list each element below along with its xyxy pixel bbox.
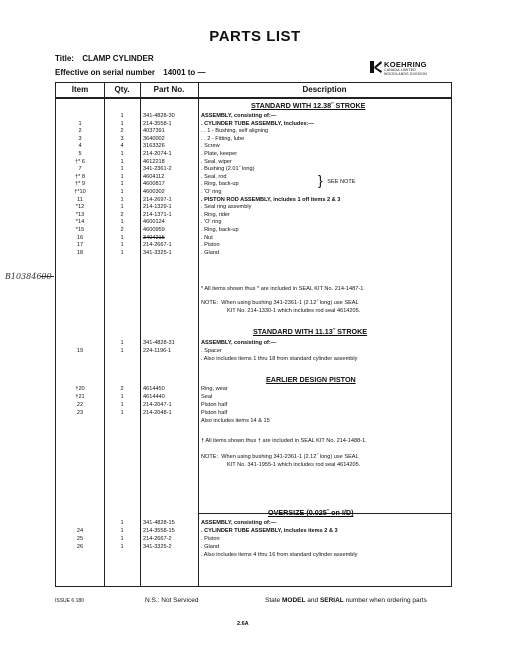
item-number: †* 9 [75, 181, 85, 188]
bushing-note-line2: KIT No. 214-1330-1 which includes rod seal 4614205. [227, 308, 361, 314]
table-row [56, 519, 451, 527]
item-number: †* 8 [75, 173, 85, 180]
description: . Piston [201, 536, 220, 542]
quantity: 1 [120, 234, 124, 241]
description: . 'O' ring [201, 189, 222, 195]
item-number: 22 [76, 402, 84, 408]
order-text-2: and [305, 597, 320, 604]
quantity: 1 [120, 340, 124, 346]
logo-sub2: WOODLANDS DIVISION [384, 72, 427, 76]
quantity: 1 [120, 120, 124, 127]
item-number: *13 [75, 211, 85, 218]
effective-value: 14001 to — [163, 68, 206, 77]
item-number: †* 6 [75, 158, 85, 165]
quantity: 1 [120, 394, 124, 400]
quantity: 2 [120, 128, 124, 135]
quantity: 1 [120, 173, 124, 180]
quantity: 1 [120, 189, 124, 195]
description: . Seal, rod [201, 173, 227, 180]
part-number: 214-2697-1 [143, 196, 172, 203]
part-number: 4600302 [143, 189, 165, 195]
description: . Ring, back-up [201, 227, 239, 233]
order-text-1: State [265, 597, 282, 604]
table-row [56, 393, 451, 401]
description: . Seal ring assembly [201, 204, 252, 211]
part-number: 4600959 [143, 227, 165, 233]
quantity: 1 [120, 166, 124, 173]
handwritten-annotation: B10384600 [5, 272, 52, 281]
item-number: 24 [76, 528, 84, 534]
description: . . 1 - Bushing, self aligning [201, 128, 269, 135]
description: . PISTON ROD ASSEMBLY, includes 1 off items 2 & 3 [201, 196, 341, 203]
page-number: 2.6A [237, 621, 249, 627]
quantity: 1 [120, 151, 124, 157]
quantity: 1 [120, 181, 124, 188]
ordering-instructions [265, 597, 427, 604]
part-number: 341-2361-2 [143, 166, 172, 173]
handwritten-arrow [40, 276, 54, 277]
table-row [56, 409, 451, 417]
parts-table [55, 82, 452, 587]
effective-label: Effective on serial number [55, 68, 156, 77]
part-number: 214-2667-2 [143, 536, 172, 542]
col-header-part: Part No. [153, 85, 185, 94]
description: . Plate, keeper [201, 151, 238, 157]
logo-sub1: CANADA LIMITED [384, 68, 416, 72]
part-number: 214-2047-1 [143, 402, 172, 408]
table-row [56, 347, 451, 355]
col-header-qty: Qty. [114, 85, 130, 94]
item-number: 23 [76, 410, 84, 416]
quantity: 1 [120, 544, 124, 550]
item-number: †20 [75, 386, 85, 392]
description: . Seal, wiper [201, 158, 232, 165]
part-number: 214-2048-1 [143, 410, 172, 416]
item-number: 18 [76, 249, 84, 256]
quantity: 1 [120, 242, 124, 249]
description: . Ring, back-up [201, 181, 239, 188]
part-number: 224-1196-1 [143, 348, 172, 354]
item-number: *15 [75, 227, 85, 233]
quantity: 4 [120, 143, 124, 150]
section-title-earlier-design-piston: EARLIER DESIGN PISTON [266, 375, 356, 384]
part-number: 4600124 [143, 219, 165, 226]
description: . . 2 - Fitting, lube [201, 135, 245, 142]
description: . Ring, rider [201, 211, 230, 218]
item-number: 25 [76, 536, 84, 542]
bushing-note-line1: NOTE: When using bushing 341-2361-1 (2.12˝ long) use SEAL [201, 300, 359, 306]
item-number: †21 [75, 394, 85, 400]
description: . Gland [201, 544, 220, 550]
logo-name: KOEHRING [384, 60, 427, 69]
section-title-standard-12-38: STANDARD WITH 12.38˝ STROKE [251, 101, 366, 110]
quantity: 2 [120, 211, 124, 218]
table-row [56, 249, 451, 257]
quantity: 2 [120, 227, 124, 233]
part-number: 4614440 [143, 394, 165, 400]
quantity: 1 [120, 520, 124, 526]
description: . Also includes items 1 thru 18 from standard cylinder assembly [201, 356, 358, 362]
description: . Piston [201, 242, 220, 249]
part-number: 214-3558-15 [143, 528, 175, 534]
description: . Bushing (2.01˝ long) [201, 166, 255, 173]
description: . Spacer [201, 348, 222, 354]
item-number: 11 [77, 196, 83, 203]
description: Piston half [201, 410, 228, 416]
quantity: 1 [120, 158, 124, 165]
quantity: 1 [120, 204, 124, 211]
part-number: 3163326 [143, 143, 165, 150]
item-number: 5 [78, 151, 82, 157]
item-number: 2 [78, 128, 82, 135]
item-number: 7 [78, 166, 82, 173]
order-text-3: number when ordering parts [343, 597, 427, 604]
quantity: 1 [120, 113, 124, 119]
table-row [56, 355, 451, 363]
order-serial: SERIAL [319, 597, 344, 604]
see-note-label: SEE NOTE [327, 179, 356, 185]
description: ASSEMBLY, consisting of:— [201, 340, 277, 346]
quantity: 1 [120, 348, 124, 354]
quantity: 1 [120, 528, 124, 534]
item-number: 26 [76, 544, 84, 550]
quantity: 3 [120, 135, 124, 142]
title-row [55, 54, 154, 63]
description: . Nut [201, 234, 213, 241]
table-row [56, 527, 451, 535]
koehring-logo [370, 61, 462, 77]
not-serviced-note: N.S.: Not Serviced [145, 597, 199, 604]
description: ASSEMBLY, consisting of:— [201, 520, 277, 526]
col-header-item: Item [71, 85, 89, 94]
table-row [56, 401, 451, 409]
title-label: Title: [55, 54, 74, 63]
part-number: 341-4828-15 [143, 520, 175, 526]
part-number: 341-3325-1 [143, 249, 172, 256]
part-number: 214-3558-1 [143, 120, 172, 127]
quantity: 1 [120, 402, 124, 408]
item-number: 16 [76, 234, 84, 241]
item-number: 17 [76, 242, 84, 249]
part-number: 214-1329-1 [143, 204, 172, 211]
page-title: PARTS LIST [209, 28, 301, 45]
quantity: 1 [120, 219, 124, 226]
part-number: 214-1371-1 [143, 211, 172, 218]
item-number: 19 [76, 348, 84, 354]
description: . CYLINDER TUBE ASSEMBLY, includes items 2 & 3 [201, 528, 338, 534]
quantity: 1 [120, 410, 124, 416]
logo-subtitle [384, 68, 427, 76]
part-number: 341-3325-2 [143, 544, 172, 550]
part-number: 214-2074-1 [143, 151, 172, 157]
part-number: 214-2667-1 [143, 242, 172, 249]
table-row [56, 535, 451, 543]
quantity: 2 [120, 386, 124, 392]
description: . Also includes items 4 thru 16 from standard cylinder assembly [201, 552, 358, 558]
table-row [56, 551, 451, 559]
description: . Screw [201, 143, 220, 150]
part-number: 4037391 [143, 128, 165, 135]
description: . Gland [201, 249, 220, 256]
item-number: †*10 [74, 189, 86, 195]
table-row [56, 385, 451, 393]
seal-kit-note: * All items shown thus * are included in SEAL KIT No. 214-1487-1. [201, 286, 365, 292]
part-number: 3640002 [143, 135, 165, 142]
item-number: 4 [78, 143, 82, 150]
title-value: CLAMP CYLINDER [82, 54, 154, 63]
seal-kit-note-2: † All items shown thus † are included in SEAL KIT No. 214-1488-1. [201, 438, 367, 444]
item-number: *12 [75, 204, 85, 211]
see-note-brace: } SEE NOTE [318, 172, 356, 188]
part-number: 4604112 [143, 173, 165, 180]
quantity: 1 [120, 249, 124, 256]
bushing-note2-line1: NOTE: When using bushing 341-2361-1 (2.12˝ long) use SEAL [201, 454, 359, 460]
description: Ring, wear [201, 386, 228, 392]
issue-label: ISSUE 6 180 [55, 598, 84, 604]
part-number: 4600817 [143, 181, 165, 188]
part-number: 4612218 [143, 158, 165, 165]
part-number: 341-4828-31 [143, 340, 175, 346]
part-number: 341-4828-30 [143, 113, 175, 119]
description: ASSEMBLY, consisting of:— [201, 113, 277, 119]
quantity: 1 [120, 536, 124, 542]
section-title-standard-11-13: STANDARD WITH 11.13˝ STROKE [253, 327, 368, 336]
description: Seal [201, 394, 213, 400]
item-number: 3 [78, 135, 82, 142]
description: . 'O' ring [201, 219, 222, 226]
table-row [56, 417, 451, 425]
item-number: *14 [75, 219, 85, 226]
table-row [56, 543, 451, 551]
order-model: MODEL [281, 597, 306, 604]
col-header-description: Description [302, 85, 347, 94]
table-row [56, 339, 451, 347]
bushing-note2-line2: KIT No. 341-1955-1 which includes rod seal 4614205. [227, 462, 361, 468]
koehring-logo-icon [370, 61, 382, 73]
part-number: 4614450 [143, 386, 165, 392]
part-number: 3404215 [143, 234, 165, 241]
effective-row [55, 68, 206, 77]
quantity: 1 [120, 196, 124, 203]
description: Piston half [201, 402, 228, 408]
item-number: 1 [78, 120, 82, 127]
description: Also includes items 14 & 15 [201, 418, 270, 424]
table-header [56, 83, 451, 99]
section-title-oversize: OVERSIZE (0.025˝ on I/D) [268, 508, 354, 517]
description: . CYLINDER TUBE ASSEMBLY, includes:— [201, 120, 315, 127]
